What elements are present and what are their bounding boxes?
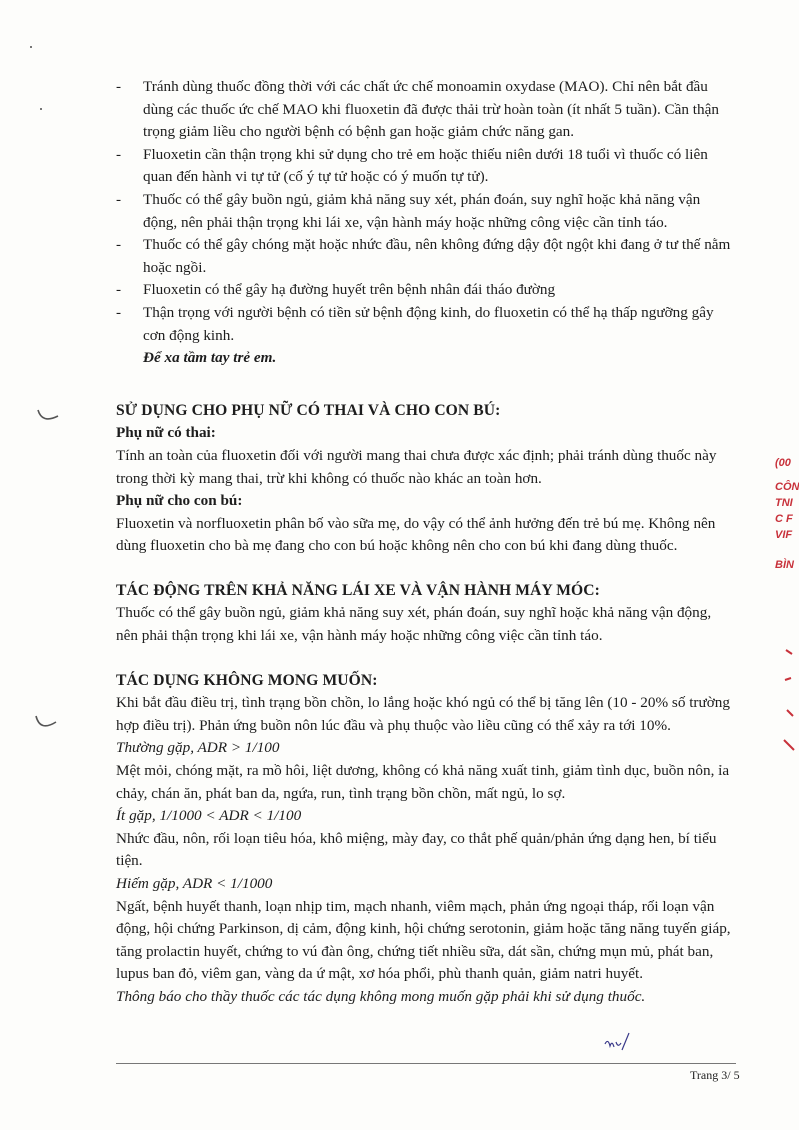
handwritten-initials <box>602 1030 632 1056</box>
list-item: - Thận trọng với người bệnh có tiền sử bệnh động kinh, do fluoxetin có thể hạ thấp ngưỡng gây cơn động kinh. <box>116 302 732 347</box>
adverse-section-title: TÁC DỤNG KHÔNG MONG MUỐN: <box>116 671 378 689</box>
pregnancy-section-title: SỬ DỤNG CHO PHỤ NỮ CÓ THAI VÀ CHO CON BÚ: <box>116 401 501 419</box>
list-item: - Fluoxetin cần thận trọng khi sử dụng cho trẻ em hoặc thiếu niên dưới 18 tuổi vì thuốc có liên quan đến hành vi tự tử (cố ý tự tử hoặc có ý muốn tự tử). <box>116 144 732 189</box>
scan-speck <box>30 46 32 48</box>
driving-text: Thuốc có thể gây buồn ngủ, giảm khả năng suy xét, phán đoán, suy nghĩ hoặc khả năng vận động, nên phải thận trọng khi lái xe, vận hành máy hoặc những công việc cần tỉnh táo. <box>116 604 712 645</box>
common-frequency-label: Thường gặp, ADR > 1/100 <box>116 739 280 757</box>
stamp-line: C F <box>775 513 793 525</box>
stamp-line: CÔN <box>775 481 799 493</box>
stamp-line: BÌN <box>775 559 794 571</box>
list-item: - Thuốc có thể gây chóng mặt hoặc nhức đầu, nên không đứng dậy đột ngột khi đang ở tư thế nằm hoặc ngồi. <box>116 234 732 279</box>
list-item: - Thuốc có thể gây buồn ngủ, giảm khả năng suy xét, phán đoán, suy nghĩ hoặc khả năng vận động, nên phải thận trọng khi lái xe, vận hành máy hoặc những công việc cần tỉnh táo. <box>116 189 732 234</box>
nursing-subtitle: Phụ nữ cho con bú: <box>116 492 243 510</box>
list-item: - Tránh dùng thuốc đồng thời với các chất ức chế monoamin oxydase (MAO). Chỉ nên bắt đầu dùng các thuốc ức chế MAO khi fluoxetin đã được thải trừ hoàn toàn (ít nhất 5 tuần). Cần thận trọng giảm liều cho người bệnh có bệnh gan hoặc giảm chức năng gan. <box>116 76 732 144</box>
page-number: Trang 3/ 5 <box>690 1068 740 1082</box>
rare-effects-text: Ngất, bệnh huyết thanh, loạn nhịp tim, mạch nhanh, viêm mạch, phản ứng ngoại tháp, rối loạn vận động, hội chứng Parkinson, dị cảm, động kinh, hội chứng serotonin, giảm hoặc tăng năng tuyến giáp, tăng prolactin huyết, chứng to vú đàn ông, chứng tiết nhiều sữa, dát sần, chứng mụn mủ, phát ban, lupus ban đỏ, viêm gan, vàng da ứ mật, xơ hóa phổi, phù thanh quản, giảm natri huyết. <box>116 897 731 983</box>
rare-frequency-label: Hiếm gặp, ADR < 1/1000 <box>116 875 273 892</box>
keep-away-note: Để xa tầm tay trẻ em. <box>143 349 277 367</box>
stamp-edge-mark <box>782 640 799 760</box>
common-effects-text: Mệt mỏi, chóng mặt, ra mồ hôi, liệt dương, không có khả năng xuất tinh, giảm tình dục, buồn nôn, ỉa chảy, chán ăn, phát ban da, ngứa, run, tình trạng bồn chồn, mất ngủ, lo sợ. <box>116 762 730 802</box>
stamp-line: (00 <box>775 457 791 469</box>
pregnant-subtitle: Phụ nữ có thai: <box>116 424 216 442</box>
scan-speck <box>40 108 42 110</box>
driving-section-title: TÁC ĐỘNG TRÊN KHẢ NĂNG LÁI XE VÀ VẬN HÀNH MÁY MÓC: <box>116 581 600 599</box>
company-stamp <box>775 455 799 573</box>
stamp-line: TNI <box>775 497 793 509</box>
precautions-list <box>116 76 732 347</box>
page-content <box>116 76 732 1009</box>
footer-divider <box>116 1063 736 1064</box>
adverse-intro: Khi bắt đầu điều trị, tình trạng bồn chồn, lo lắng hoặc khó ngủ có thể bị tăng lên (10 - 20% số trường hợp điều trị). Phản ứng buồn nôn lúc đầu và phụ thuộc vào liều cũng có thể xảy ra tới 10%. <box>116 694 730 734</box>
nursing-text: Fluoxetin và norfluoxetin phân bố vào sữa mẹ, do vậy có thể ảnh hưởng đến trẻ bú mẹ. Không nên dùng fluoxetin cho bà mẹ đang cho con bú hoặc không nên cho con bú khi đang dùng thuốc. <box>116 514 716 555</box>
uncommon-frequency-label: Ít gặp, 1/1000 < ADR < 1/100 <box>116 807 302 825</box>
binder-hole-mark-top <box>34 404 62 426</box>
uncommon-effects-text: Nhức đầu, nôn, rối loạn tiêu hóa, khô miệng, mày đay, co thắt phế quản/phản ứng dạng hen, bí tiểu tiện. <box>116 829 717 870</box>
stamp-line: VIF <box>775 529 793 541</box>
report-note: Thông báo cho thầy thuốc các tác dụng không mong muốn gặp phải khi sử dụng thuốc. <box>116 987 646 1005</box>
list-item: - Fluoxetin có thể gây hạ đường huyết trên bệnh nhân đái tháo đường <box>116 279 732 302</box>
pregnant-text: Tính an toàn của fluoxetin đối với người mang thai chưa được xác định; phải tránh dùng thuốc này trong thời kỳ mang thai, trừ khi không có thuốc nào khác an toàn hơn. <box>116 446 717 487</box>
binder-hole-mark-bottom <box>32 712 60 734</box>
